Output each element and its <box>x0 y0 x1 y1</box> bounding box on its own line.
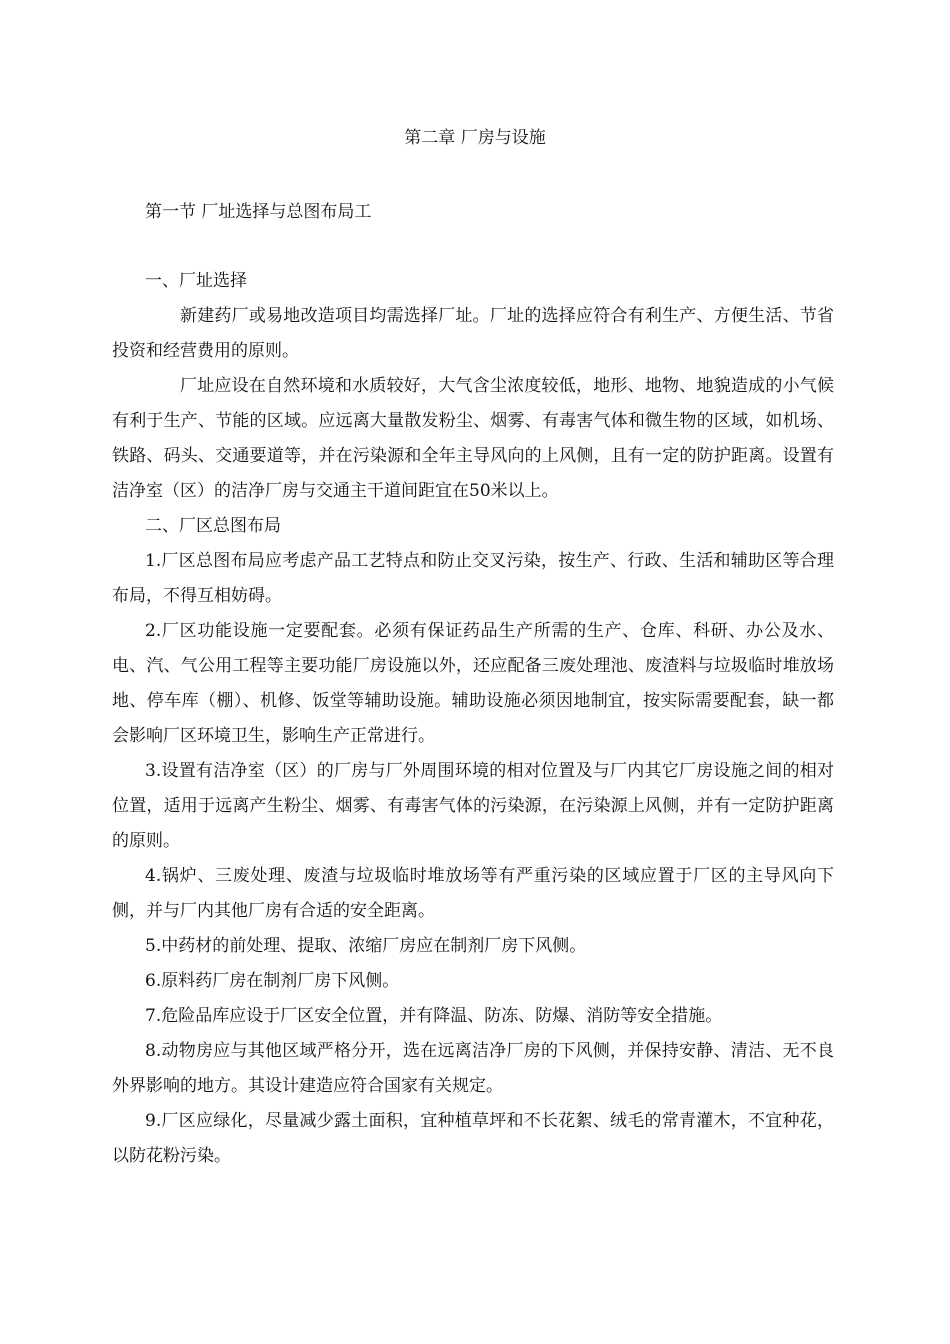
list-item-4: 4.锅炉、三废处理、废渣与垃圾临时堆放场等有严重污染的区域应置于厂区的主导风向下侧，并与厂内其他厂房有合适的安全距离。 <box>112 866 834 921</box>
part1-paragraph-1: 新建药厂或易地改造项目均需选择厂址。厂址的选择应符合有利生产、方便生活、节省投资和经营费用的原则。 <box>112 306 834 361</box>
list-item-1: 1.厂区总图布局应考虑产品工艺特点和防止交叉污染，按生产、行政、生活和辅助区等合理布局，不得互相妨碍。 <box>112 551 834 606</box>
list-item-9: 9.厂区应绿化，尽量减少露土面积，宜种植草坪和不长花絮、绒毛的常青灌木，不宜种花，以防花粉污染。 <box>112 1111 834 1166</box>
list-item-2: 2.厂区功能设施一定要配套。必须有保证药品生产所需的生产、仓库、科研、办公及水、电、汽、气公用工程等主要功能厂房设施以外，还应配备三废处理池、废渣料与垃圾临时堆放场地、停车库（棚）、机修、饭堂等辅助设施。辅助设施必须因地制宜，按实际需要配套，缺一都会影响厂区环境卫生，影响生产正常进行。 <box>112 621 834 746</box>
section-title: 第一节 厂址选择与总图布局工 <box>145 202 372 222</box>
list-item-8: 8.动物房应与其他区域严格分开，选在远离洁净厂房的下风侧，并保持安静、清洁、无不良外界影响的地方。其设计建造应符合国家有关规定。 <box>112 1041 834 1096</box>
part1-paragraph-2: 厂址应设在自然环境和水质较好，大气含尘浓度较低，地形、地物、地貌造成的小气候有利于生产、节能的区域。应远离大量散发粉尘、烟雾、有毒害气体和微生物的区域，如机场、铁路、码头、交通要道等，并在污染源和全年主导风向的上风侧，且有一定的防护距离。设置有洁净室（区）的洁净厂房与交通主干道间距宜在50米以上。 <box>112 376 834 501</box>
list-item-5: 5.中药材的前处理、提取、浓缩厂房应在制剂厂房下风侧。 <box>145 936 587 956</box>
part2-heading: 二、厂区总图布局 <box>145 516 281 536</box>
list-item-7: 7.危险品库应设于厂区安全位置，并有降温、防冻、防爆、消防等安全措施。 <box>145 1006 723 1026</box>
list-item-6: 6.原料药厂房在制剂厂房下风侧。 <box>145 971 400 991</box>
document-body <box>112 264 834 1174</box>
list-item-3: 3.设置有洁净室（区）的厂房与厂外周围环境的相对位置及与厂内其它厂房设施之间的相对位置，适用于远离产生粉尘、烟雾、有毒害气体的污染源，在污染源上风侧，并有一定防护距离的原则。 <box>112 761 834 851</box>
part1-heading: 一、厂址选择 <box>145 271 247 291</box>
chapter-title: 第二章 厂房与设施 <box>404 128 546 148</box>
